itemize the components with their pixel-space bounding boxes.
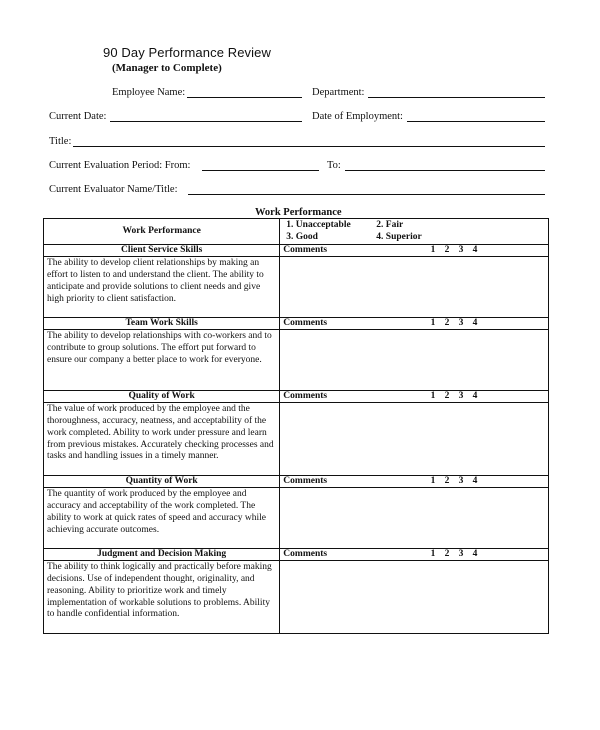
category-description: The value of work produced by the employee and the thoroughness, accuracy, neatness, and acceptability of the work completed. Ability to work under pressure and learn from previous mistakes. Accurately checking processes and tasks and handling issues in a timely manner. [44,403,280,476]
comments-label: Comments [283,549,328,560]
comments-label: Comments [283,318,328,329]
rating-option-3[interactable]: 3 [458,476,464,487]
date-of-employment-field[interactable] [407,121,545,122]
rating-option-2[interactable]: 2 [444,245,450,256]
evaluation-period-from-label: Current Evaluation Period: From: [49,160,191,171]
rating-option-2[interactable]: 2 [444,549,450,560]
form-title: 90 Day Performance Review [103,45,271,60]
category-name: Quantity of Work [44,476,280,488]
work-performance-table [43,218,549,634]
category-body-row [44,488,549,549]
rating-scale[interactable] [426,476,482,487]
category-description: The quantity of work produced by the employee and accuracy and acceptability of the work completed. The ability to work at quick rates of speed and accuracy while achieving accurate outcomes. [44,488,280,549]
category-description: The ability to develop relationships with co-workers and to contribute to group solutions. The effort put forward to ensure our company a better place to work for everyone. [44,330,280,391]
rating-option-3[interactable]: 3 [458,245,464,256]
rating-fair: 2. Fair [376,220,404,230]
category-body-row [44,330,549,391]
category-header-row [44,245,549,257]
comments-header [280,318,549,330]
comments-label: Comments [283,391,328,402]
rating-option-1[interactable]: 1 [430,549,436,560]
rating-superior: 4. Superior [376,231,422,242]
category-body-row [44,561,549,634]
comments-field[interactable] [280,561,549,634]
evaluator-label: Current Evaluator Name/Title: [49,184,178,195]
category-description: The ability to think logically and practically before making decisions. Use of independent thought, originality, and reasoning. Ability to prioritize work and timely implementation of workable solutions to problems. Ability to handle confidential information. [44,561,280,634]
work-performance-section-title: Work Performance [255,207,342,218]
table-header-row [44,219,549,245]
date-of-employment-label: Date of Employment: [312,111,403,122]
rating-option-1[interactable]: 1 [430,476,436,487]
category-header-row [44,549,549,561]
rating-option-4[interactable]: 4 [472,391,478,402]
department-field[interactable] [368,97,545,98]
rating-option-1[interactable]: 1 [430,318,436,329]
comments-header [280,476,549,488]
rating-option-2[interactable]: 2 [444,391,450,402]
category-description: The ability to develop client relationships by making an effort to listen to and understand the client. The ability to anticipate and provide solutions to client needs and give high priority to client satisfaction. [44,257,280,318]
evaluation-period-from-field[interactable] [202,170,319,171]
category-header-row [44,391,549,403]
comments-label: Comments [283,245,328,256]
comments-label: Comments [283,476,328,487]
rating-scale[interactable] [426,391,482,402]
rating-option-2[interactable]: 2 [444,476,450,487]
category-body-row [44,403,549,476]
comments-field[interactable] [280,330,549,391]
category-name: Judgment and Decision Making [44,549,280,561]
rating-option-4[interactable]: 4 [472,476,478,487]
rating-legend [280,219,549,245]
evaluation-period-to-label: To: [327,160,341,171]
evaluator-field[interactable] [188,194,545,195]
comments-field[interactable] [280,403,549,476]
rating-option-4[interactable]: 4 [472,549,478,560]
comments-field[interactable] [280,488,549,549]
title-field[interactable] [73,146,545,147]
rating-option-2[interactable]: 2 [444,318,450,329]
rating-scale[interactable] [426,318,482,329]
comments-header [280,391,549,403]
rating-option-3[interactable]: 3 [458,391,464,402]
employee-name-field[interactable] [187,97,302,98]
category-header-row [44,318,549,330]
rating-option-4[interactable]: 4 [472,245,478,256]
rating-option-3[interactable]: 3 [458,318,464,329]
rating-good: 3. Good [286,231,318,242]
category-name: Quality of Work [44,391,280,403]
current-date-label: Current Date: [49,111,107,122]
work-performance-header: Work Performance [44,219,280,245]
title-label: Title: [49,136,72,147]
category-name: Client Service Skills [44,245,280,257]
rating-option-4[interactable]: 4 [472,318,478,329]
rating-option-1[interactable]: 1 [430,245,436,256]
form-subtitle: (Manager to Complete) [112,62,222,74]
category-body-row [44,257,549,318]
comments-field[interactable] [280,257,549,318]
current-date-field[interactable] [110,121,302,122]
category-name: Team Work Skills [44,318,280,330]
category-header-row [44,476,549,488]
rating-option-1[interactable]: 1 [430,391,436,402]
evaluation-period-to-field[interactable] [345,170,545,171]
rating-option-3[interactable]: 3 [458,549,464,560]
comments-header [280,549,549,561]
comments-header [280,245,549,257]
employee-name-label: Employee Name: [112,87,186,98]
department-label: Department: [312,87,365,98]
rating-unacceptable: 1. Unacceptable [286,220,351,230]
rating-scale[interactable] [426,549,482,560]
rating-scale[interactable] [426,245,482,256]
